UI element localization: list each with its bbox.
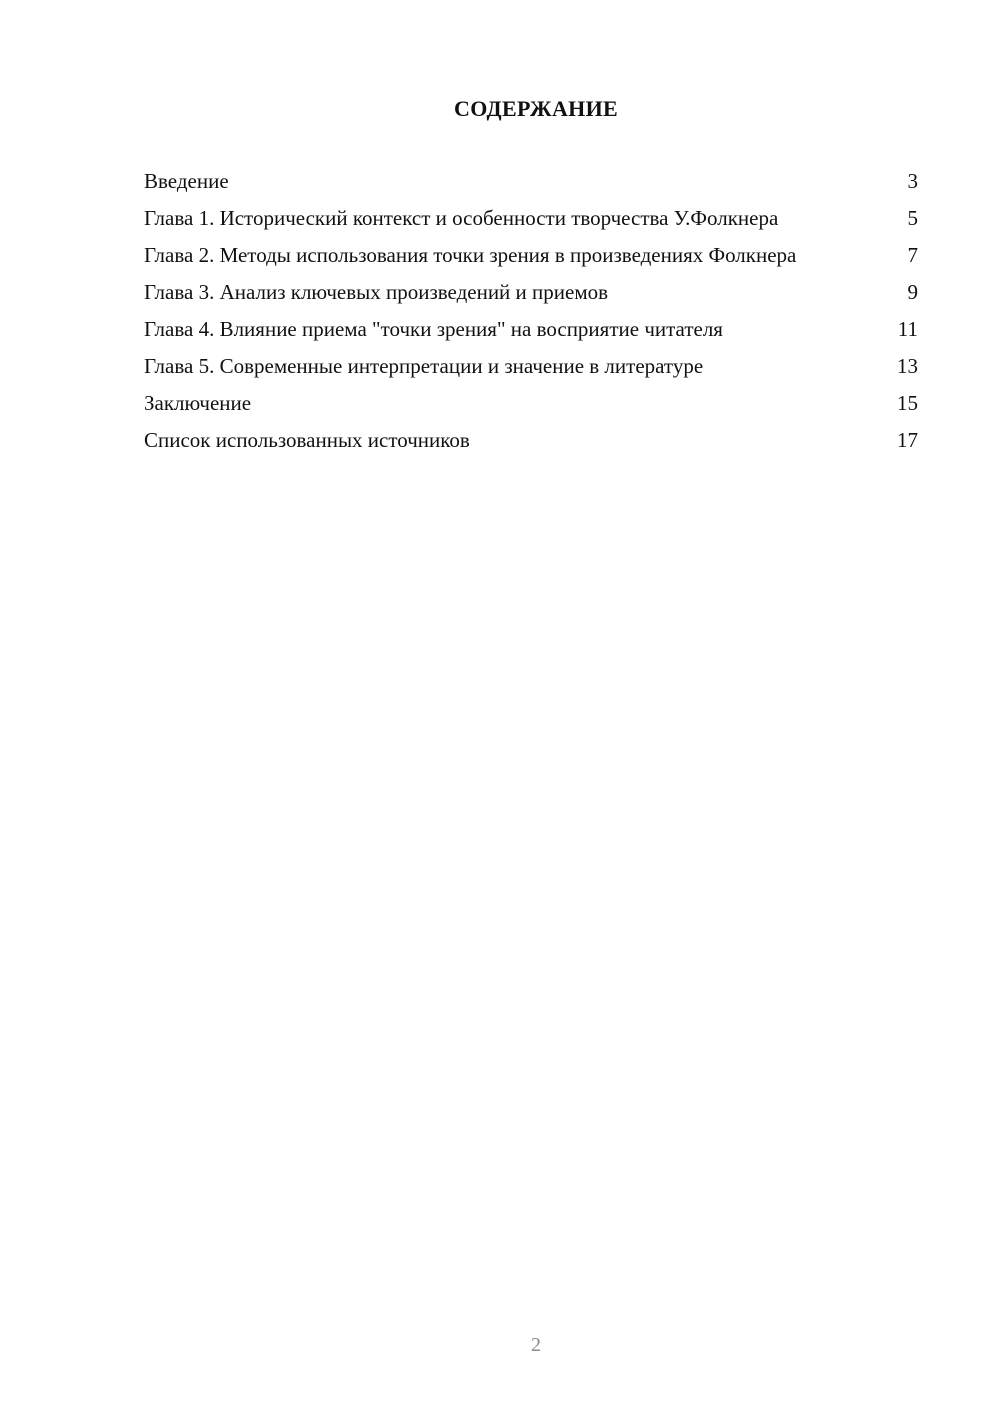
toc-entry-page: 5 [907, 206, 918, 230]
toc-entry-title: Глава 4. Влияние приема "точки зрения" на восприятие читателя [144, 317, 723, 341]
toc-entry-title: Глава 1. Исторический контекст и особенности творчества У.Фолкнера [144, 206, 779, 230]
page-title: СОДЕРЖАНИЕ [454, 96, 618, 121]
toc-entry [144, 390, 918, 417]
toc-entry-page: 17 [897, 428, 918, 452]
toc-entry [144, 427, 918, 454]
toc-entry [144, 168, 918, 195]
toc-entry-page: 7 [907, 243, 918, 267]
toc-entry-title: Глава 2. Методы использования точки зрения в произведениях Фолкнера [144, 243, 797, 267]
toc-entry-page: 13 [897, 354, 918, 378]
toc-entry-page: 11 [897, 317, 918, 341]
toc-entry-title: Заключение [144, 391, 252, 415]
toc-entry [144, 316, 918, 343]
toc-entry-page: 9 [907, 280, 918, 304]
toc-entry-title: Глава 5. Современные интерпретации и значение в литературе [144, 354, 704, 378]
toc-entry-title: Список использованных источников [144, 428, 470, 452]
toc-entry-title: Глава 3. Анализ ключевых произведений и приемов [144, 280, 609, 304]
page-number: 2 [531, 1334, 541, 1356]
toc-entry [144, 242, 918, 269]
table-of-contents [144, 168, 918, 464]
toc-entry [144, 205, 918, 232]
toc-entry-title: Введение [144, 169, 229, 193]
toc-entry [144, 353, 918, 380]
toc-entry [144, 279, 918, 306]
toc-entry-page: 15 [897, 391, 918, 415]
toc-entry-page: 3 [907, 169, 918, 193]
